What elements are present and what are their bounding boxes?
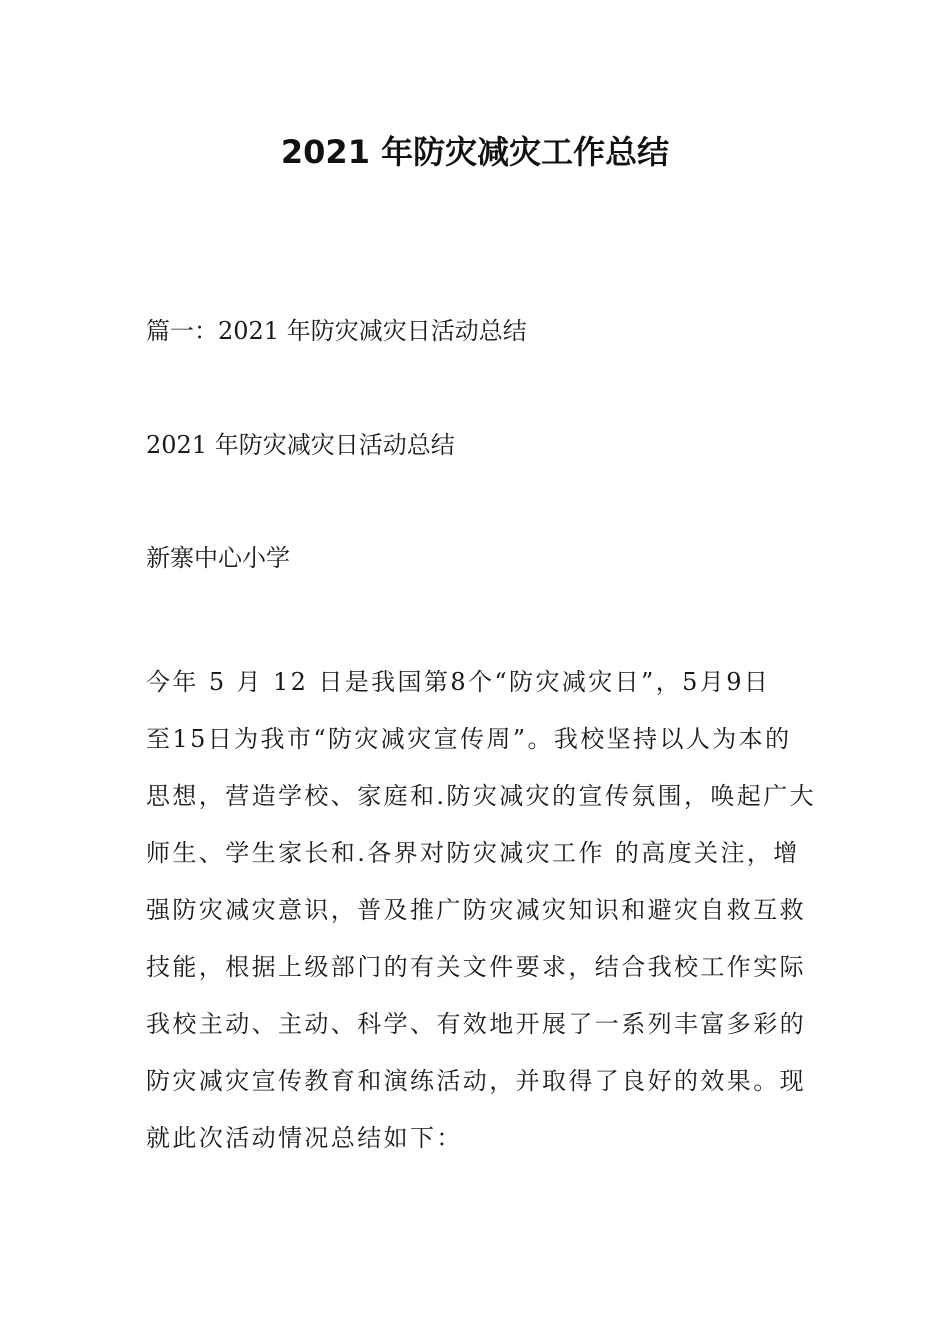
paragraph-line: 思想，营造学校、家庭和.防灾减灾的宣传氛围，唤起广大 [146, 782, 817, 810]
paragraph-line: 今年 5 月 12 日是我国第8个“防灾减灾日”，5月9日 [146, 668, 771, 696]
document-title: 2021 年防灾减灾工作总结 [280, 133, 670, 171]
paragraph-line: 强防灾减灾意识，普及推广防灾减灾知识和避灾自救互救 [146, 896, 806, 924]
paragraph-line: 技能，根据上级部门的有关文件要求，结合我校工作实际 [146, 953, 806, 981]
paragraph-line: 我校主动、主动、科学、有效地开展了一系列丰富多彩的 [146, 1010, 806, 1038]
paragraph-line: 就此次活动情况总结如下： [146, 1124, 463, 1152]
sub-title: 2021 年防灾减灾日活动总结 [146, 431, 455, 459]
school-name: 新寨中心小学 [146, 544, 290, 572]
paragraph-line: 师生、学生家长和.各界对防灾减灾工作 的高度关注，增 [146, 839, 800, 867]
paragraph-line: 防灾减灾宣传教育和演练活动，并取得了良好的效果。现 [146, 1067, 806, 1095]
section-heading: 篇一：2021 年防灾减灾日活动总结 [146, 317, 527, 345]
body-paragraph [146, 654, 817, 1167]
paragraph-line: 至15日为我市“防灾减灾宣传周”。我校坚持以人为本的 [146, 725, 792, 753]
